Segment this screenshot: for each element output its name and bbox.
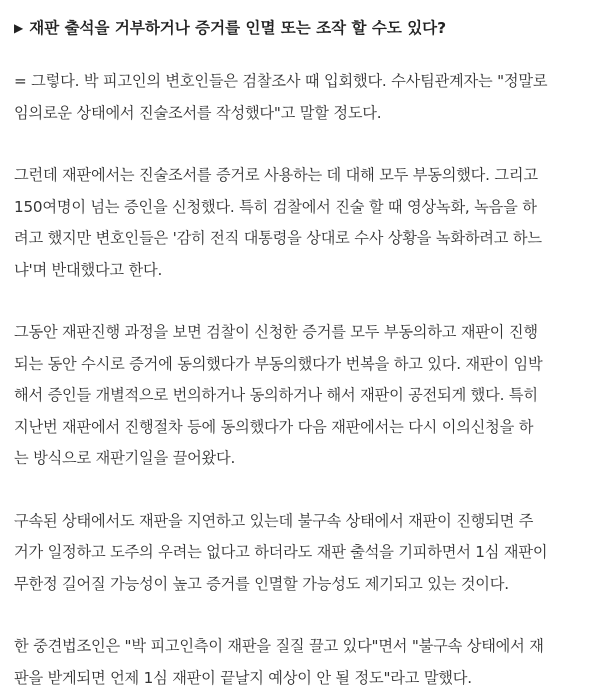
- paragraph-line: 는 방식으로 재판기일을 끌어왔다.: [14, 443, 586, 475]
- paragraph-line: 냐'며 반대했다고 한다.: [14, 255, 586, 287]
- paragraph-line: 그런데 재판에서는 진술조서를 증거로 사용하는 데 대해 모두 부동의했다. 그리고: [14, 160, 586, 192]
- paragraph-1: [14, 66, 586, 129]
- paragraph-line: 해서 증인들 개별적으로 번의하거나 동의하거나 해서 재판이 공전되게 했다. 특히: [14, 380, 586, 412]
- paragraph-line: 그동안 재판진행 과정을 보면 검찰이 신청한 증거를 모두 부동의하고 재판이 진행: [14, 317, 586, 349]
- paragraph-line: 한 중견법조인은 "박 피고인측이 재판을 질질 끌고 있다"면서 "불구속 상태에서 재: [14, 631, 586, 663]
- paragraph-line: 지난번 재판에서 진행절차 등에 동의했다가 다음 재판에서는 다시 이의신청을 하: [14, 412, 586, 444]
- paragraph-line: 무한정 길어질 가능성이 높고 증거를 인멸할 가능성도 제기되고 있는 것이다.: [14, 569, 586, 601]
- paragraph-4: [14, 506, 586, 601]
- paragraph-line: 판을 받게되면 언제 1심 재판이 끝날지 예상이 안 될 정도"라고 말했다.: [14, 663, 586, 694]
- paragraph-5: [14, 631, 586, 694]
- paragraph-line: = 그렇다. 박 피고인의 변호인들은 검찰조사 때 입회했다. 수사팀관계자는 "정말로: [14, 66, 586, 98]
- paragraph-line: 되는 동안 수시로 증거에 동의했다가 부동의했다가 번복을 하고 있다. 재판이 임박: [14, 349, 586, 381]
- paragraph-line: 거가 일정하고 도주의 우려는 없다고 하더라도 재판 출석을 기피하면서 1심 재판이: [14, 537, 586, 569]
- paragraph-line: 임의로운 상태에서 진술조서를 작성했다"고 말할 정도다.: [14, 98, 586, 130]
- paragraph-line: 150여명이 넘는 증인을 신청했다. 특히 검찰에서 진술 할 때 영상녹화, 녹음을 하: [14, 192, 586, 224]
- paragraph-line: 려고 했지만 변호인들은 '감히 전직 대통령을 상대로 수사 상황을 녹화하려고 하느: [14, 223, 586, 255]
- paragraph-2: [14, 160, 586, 286]
- paragraph-line: 구속된 상태에서도 재판을 지연하고 있는데 불구속 상태에서 재판이 진행되면 주: [14, 506, 586, 538]
- section-heading-text: 재판 출석을 거부하거나 증거를 인멸 또는 조작 할 수도 있다?: [29, 16, 446, 40]
- triangle-bullet-icon: ▶: [14, 16, 23, 40]
- paragraph-3: [14, 317, 586, 475]
- section-heading: [14, 16, 586, 40]
